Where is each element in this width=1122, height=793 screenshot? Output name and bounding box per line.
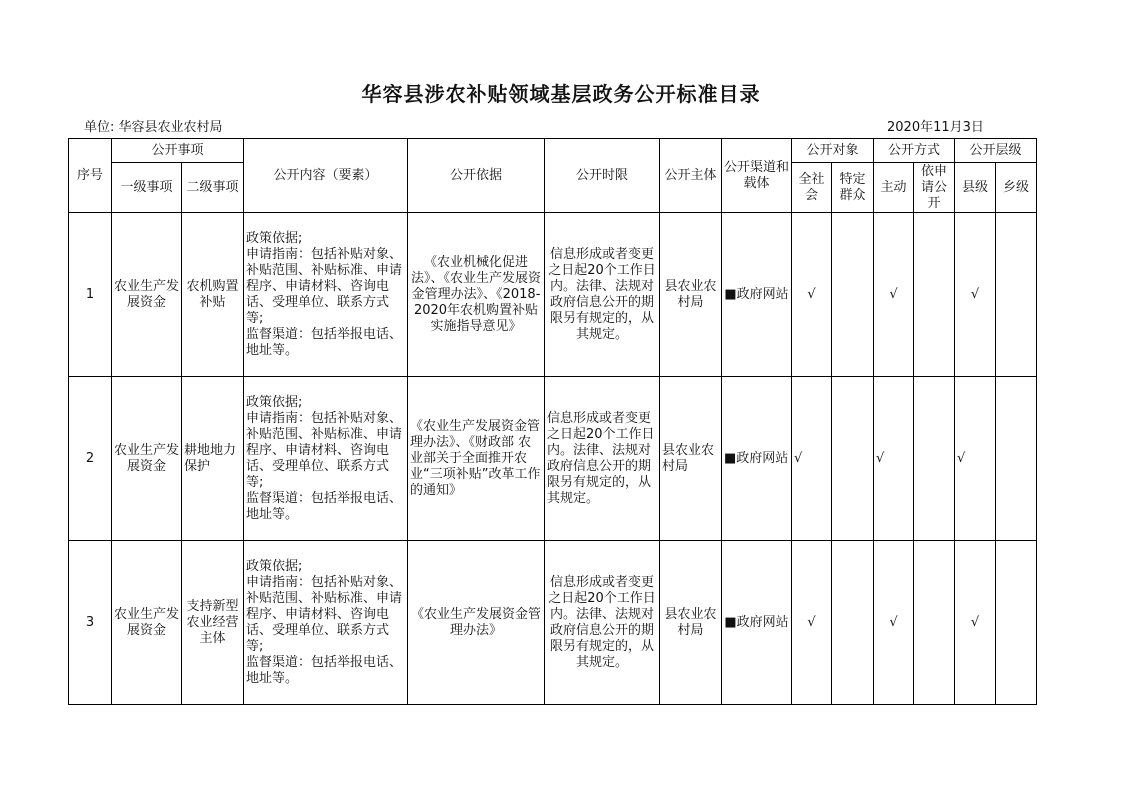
content-line: 监督渠道：包括举报电话、地址等。 (246, 654, 403, 686)
content-line: 申请指南：包括补贴对象、补贴范围、补贴标准、申请程序、申请材料、咨询电话、受理单位、联系方式等; (246, 246, 403, 326)
cell-level2: 支持新型农业经营主体 (182, 541, 244, 705)
header-specific-group: 特定群众 (832, 163, 874, 213)
content-line: 监督渠道：包括举报电话、地址等。 (246, 490, 403, 522)
cell-active: √ (874, 541, 914, 705)
cell-basis: 《农业生产发展资金管理办法》 (408, 541, 545, 705)
header-method-group: 公开方式 (874, 139, 955, 163)
header-township: 乡级 (996, 163, 1037, 213)
header-level1: 一级事项 (112, 163, 182, 213)
cell-content (244, 213, 408, 377)
header-content: 公开内容（要素） (244, 139, 408, 213)
table-row (69, 213, 1037, 377)
content-line: 政策依据; (246, 230, 303, 246)
header-channel: 公开渠道和载体 (722, 139, 792, 213)
cell-on-request (914, 213, 955, 377)
cell-level1: 农业生产发展资金 (112, 377, 182, 541)
cell-active: √ (874, 377, 914, 541)
table-row (69, 541, 1037, 705)
cell-seq: 2 (69, 377, 112, 541)
cell-seq: 1 (69, 213, 112, 377)
header-level-group: 公开层级 (955, 139, 1037, 163)
cell-basis: 《农业机械化促进法》、《农业生产发展资金管理办法》、《2018-2020年农机购置补贴实施指导意见》 (408, 213, 545, 377)
cell-subject: 县农业农村局 (660, 213, 722, 377)
cell-specific-group (832, 541, 874, 705)
cell-county: √ (955, 541, 996, 705)
cell-channel: ■政府网站 (722, 213, 792, 377)
cell-specific-group (832, 213, 874, 377)
cell-active: √ (874, 213, 914, 377)
cell-deadline: 信息形成或者变更之日起20个工作日内。法律、法规对政府信息公开的期限另有规定的，从其规定。 (545, 377, 660, 541)
cell-deadline: 信息形成或者变更之日起20个工作日内。法律、法规对政府信息公开的期限另有规定的，从其规定。 (545, 541, 660, 705)
cell-specific-group (832, 377, 874, 541)
content-line: 政策依据; (246, 394, 303, 410)
cell-county: √ (955, 213, 996, 377)
cell-township (996, 213, 1037, 377)
content-line: 申请指南：包括补贴对象、补贴范围、补贴标准、申请程序、申请材料、咨询电话、受理单位、联系方式等; (246, 410, 403, 490)
cell-township (996, 541, 1037, 705)
content-line: 申请指南：包括补贴对象、补贴范围、补贴标准、申请程序、申请材料、咨询电话、受理单位、联系方式等; (246, 574, 403, 654)
header-seq: 序号 (69, 139, 112, 213)
header-audience-group: 公开对象 (792, 139, 874, 163)
cell-subject: 县农业农村局 (660, 541, 722, 705)
cell-on-request (914, 541, 955, 705)
cell-content (244, 377, 408, 541)
header-subject: 公开主体 (660, 139, 722, 213)
disclosure-catalog-table (68, 138, 1037, 705)
header-level2: 二级事项 (182, 163, 244, 213)
cell-township (996, 377, 1037, 541)
unit-label: 单位: (84, 120, 115, 135)
content-line: 监督渠道：包括举报电话、地址等。 (246, 326, 403, 358)
header-on-request: 依申请公开 (914, 163, 955, 213)
cell-level2: 农机购置补贴 (182, 213, 244, 377)
header-active: 主动 (874, 163, 914, 213)
cell-all-society: √ (792, 377, 832, 541)
cell-level1: 农业生产发展资金 (112, 213, 182, 377)
cell-basis: 《农业生产发展资金管理办法》、《财政部 农业部关于全面推开农业“三项补贴”改革工作的通知》 (408, 377, 545, 541)
cell-all-society: √ (792, 213, 832, 377)
cell-all-society: √ (792, 541, 832, 705)
cell-seq: 3 (69, 541, 112, 705)
cell-level2: 耕地地力保护 (182, 377, 244, 541)
cell-channel: ■政府网站 (722, 541, 792, 705)
cell-on-request (914, 377, 955, 541)
cell-deadline: 信息形成或者变更之日起20个工作日内。法律、法规对政府信息公开的期限另有规定的，从其规定。 (545, 213, 660, 377)
header-all-society: 全社会 (792, 163, 832, 213)
cell-channel: ■政府网站 (722, 377, 792, 541)
table-row (69, 377, 1037, 541)
header-deadline: 公开时限 (545, 139, 660, 213)
cell-content (244, 541, 408, 705)
document-title: 华容县涉农补贴领域基层政务公开标准目录 (361, 82, 761, 106)
unit-name: 华容县农业农村局 (118, 120, 223, 135)
cell-level1: 农业生产发展资金 (112, 541, 182, 705)
document-date: 2020年11月3日 (887, 120, 984, 135)
header-matter-group: 公开事项 (112, 139, 244, 163)
header-county: 县级 (955, 163, 996, 213)
header-basis: 公开依据 (408, 139, 545, 213)
content-line: 政策依据; (246, 558, 303, 574)
unit-line (84, 116, 223, 135)
header-row-1 (69, 139, 1037, 163)
cell-subject: 县农业农村局 (660, 377, 722, 541)
cell-county: √ (955, 377, 996, 541)
